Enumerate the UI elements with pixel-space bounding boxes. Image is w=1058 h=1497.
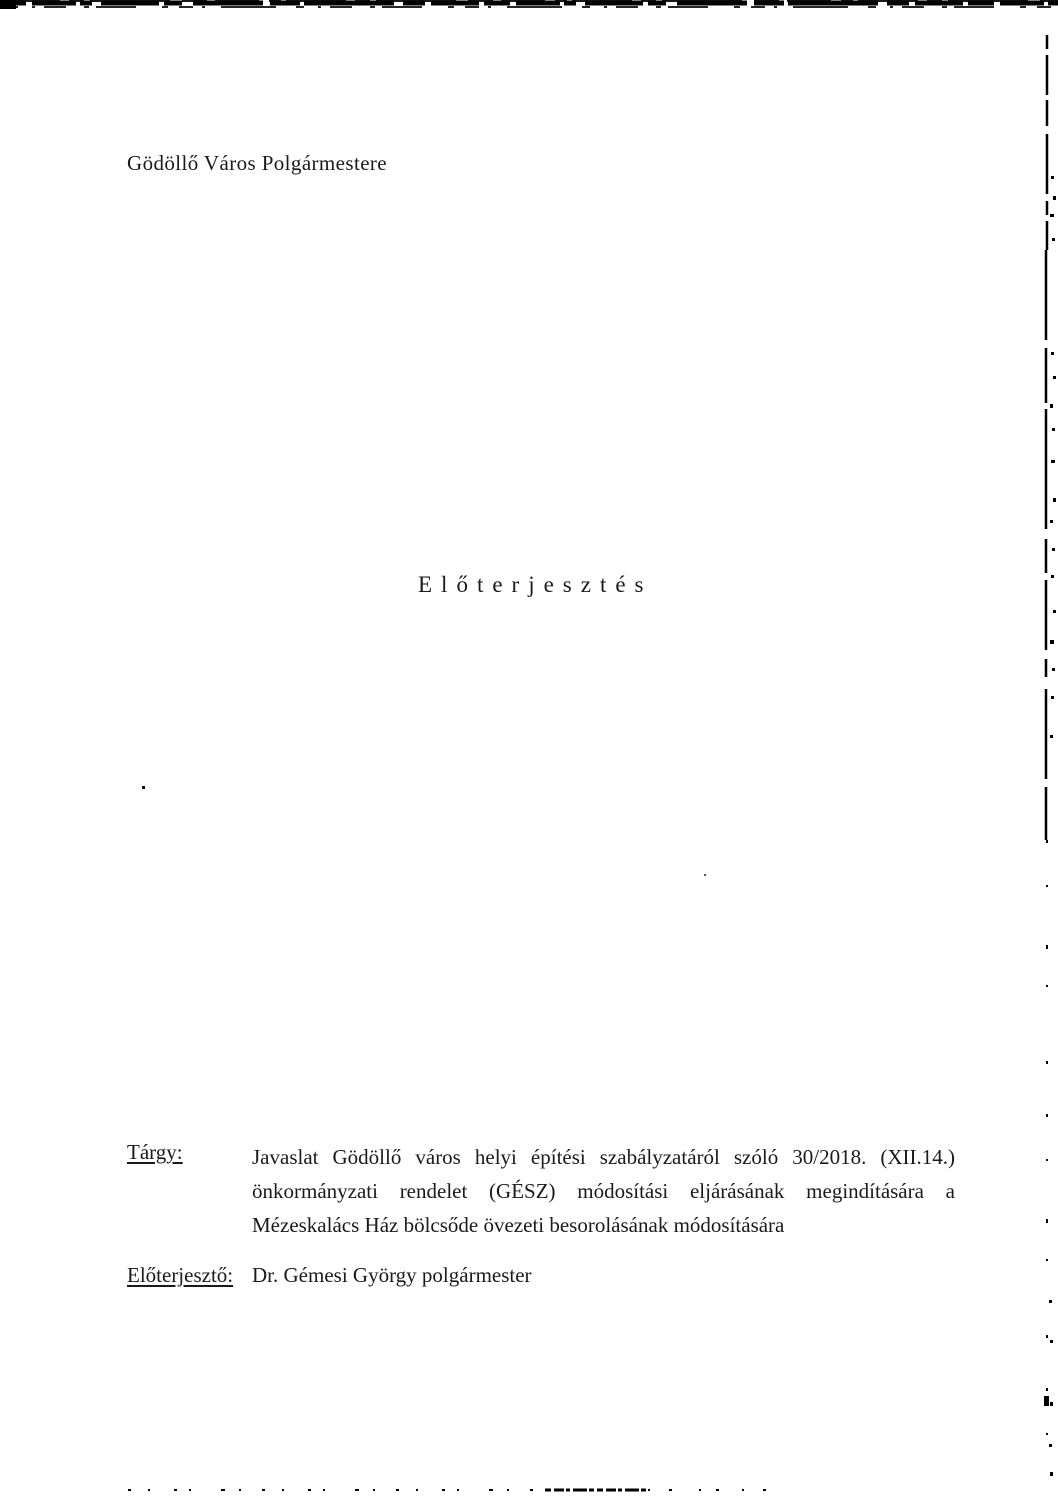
scan-artifact-top-bar	[0, 0, 1058, 12]
subject-label: Tárgy:	[127, 1140, 183, 1164]
subject-paragraph	[252, 1140, 955, 1242]
scan-artifact-right-edge-line	[1038, 0, 1058, 1497]
sender-line: Gödöllő Város Polgármestere	[127, 151, 388, 175]
document-title: Előterjesztés	[418, 572, 653, 597]
presenter-label: Előterjesztő:	[127, 1263, 234, 1287]
subject-line-2: önkormányzati rendelet (GÉSZ) módosítási eljárásának megindítására a	[252, 1179, 955, 1203]
presenter-value: Dr. Gémesi György polgármester	[252, 1263, 532, 1287]
scan-artifact-speck	[704, 874, 706, 876]
scan-artifact-corner-blob	[0, 0, 16, 9]
scan-artifact-bottom-dotted-line	[0, 1480, 1058, 1497]
subject-line-1: Javaslat Gödöllő város helyi építési szabályzatáról szóló 30/2018. (XII.14.)	[252, 1145, 955, 1169]
scan-artifact-speck	[142, 786, 145, 789]
subject-line-3: Mézeskalács Ház bölcsőde övezeti besorolásának módosítására	[252, 1213, 785, 1237]
